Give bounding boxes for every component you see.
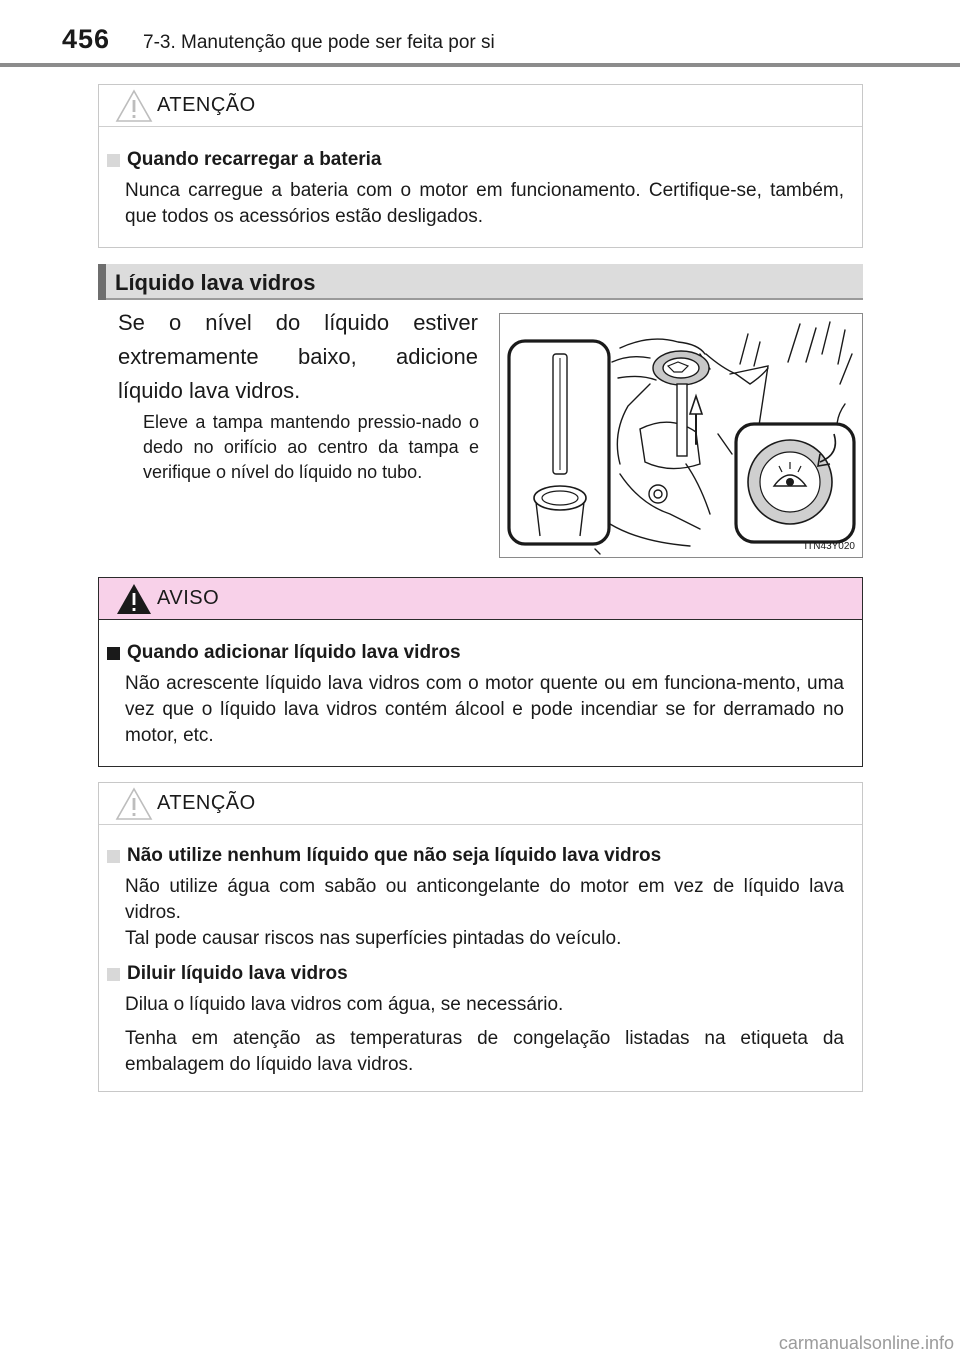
caution-text: Nunca carregue a bateria com o motor em funcionamento. Certifique-se, também, que todos os acessórios estão desligados. — [125, 180, 844, 227]
page-number: 456 — [62, 24, 111, 54]
caution-heading — [99, 147, 844, 173]
section-title: 7-3. Manutenção que pode ser feita por si — [143, 32, 495, 53]
caution-box-1 — [98, 84, 863, 248]
caution-item-text: Dilua o líquido lava vidros com água, se necessário. — [125, 994, 564, 1015]
caution-triangle-icon — [115, 89, 153, 123]
section-bar-accent — [98, 264, 106, 300]
watermark: carmanualsonline.info — [778, 1333, 954, 1353]
page-header — [0, 0, 960, 68]
warning-label: AVISO — [157, 587, 220, 609]
caution-item-text: Não utilize água com sabão ou anticongelante do motor em vez de líquido lava vidros. Tal pode causar riscos nas superfícies pintadas do veículo. — [125, 876, 844, 949]
header-rule — [0, 63, 960, 67]
square-bullet-icon — [107, 154, 120, 167]
warning-header — [99, 578, 862, 620]
warning-heading-text: Quando adicionar líquido lava vidros — [127, 642, 461, 663]
caution-label: ATENÇÃO — [157, 94, 256, 116]
section-intro: Se o nível do líquido estiver extremamente baixo, adicione líquido lava vidros. — [118, 310, 478, 403]
warning-box — [98, 577, 863, 767]
square-bullet-icon — [107, 968, 120, 981]
square-bullet-icon — [107, 850, 120, 863]
caution-triangle-icon — [115, 787, 153, 821]
caution-item-heading — [99, 843, 844, 869]
section-heading-bar — [98, 264, 863, 300]
caution-item-heading-text: Não utilize nenhum líquido que não seja líquido lava vidros — [127, 845, 662, 866]
warning-triangle-icon — [115, 582, 153, 616]
caution-heading-text: Quando recarregar a bateria — [127, 149, 382, 170]
washer-fluid-illustration — [500, 314, 864, 559]
caution-header — [99, 783, 862, 825]
warning-heading — [99, 640, 844, 666]
caution-item-text: Tenha em atenção as temperaturas de congelação listadas na etiqueta da embalagem do líquido lava vidros. — [125, 1028, 844, 1075]
figure-code: ITN43Y020 — [804, 541, 855, 552]
warning-text: Não acrescente líquido lava vidros com o motor quente ou em funciona-mento, uma vez que o líquido lava vidros contém álcool e pode incendiar se for derramado no motor, etc. — [125, 673, 844, 746]
section-heading: Líquido lava vidros — [115, 270, 316, 295]
caution-item-heading — [99, 961, 844, 987]
washer-fluid-figure — [499, 313, 863, 558]
section-step: Eleve a tampa mantendo pressio-nado o dedo no orifício ao centro da tampa e verifique o nível do líquido no tubo. — [143, 412, 479, 482]
caution-label: ATENÇÃO — [157, 792, 256, 814]
square-bullet-icon — [107, 647, 120, 660]
caution-item-heading-text: Diluir líquido lava vidros — [127, 963, 348, 984]
caution-box-2 — [98, 782, 863, 1092]
caution-header — [99, 85, 862, 127]
